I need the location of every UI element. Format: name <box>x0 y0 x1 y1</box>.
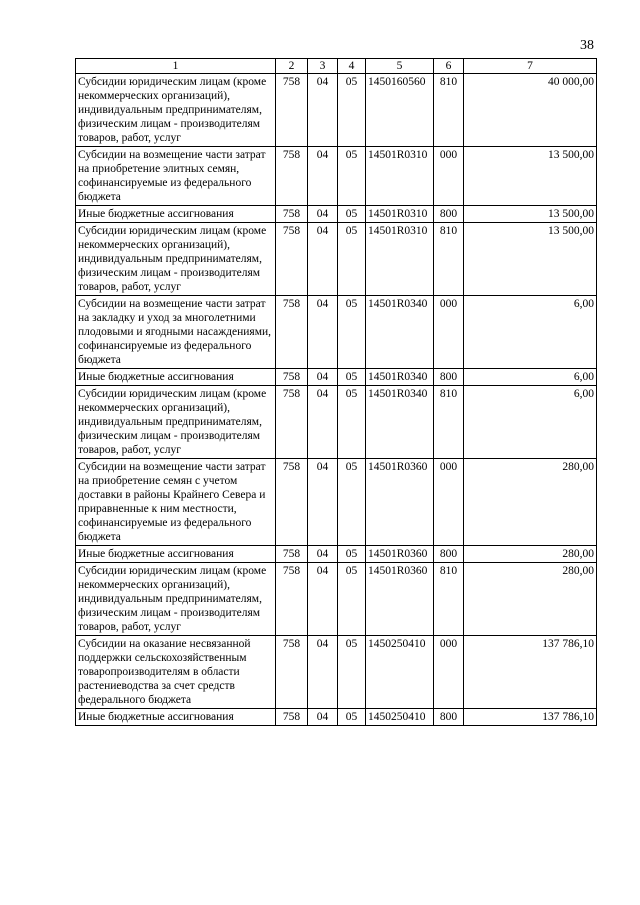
row-target-article-cell: 1450250410 <box>366 636 434 709</box>
row-expense-type-cell: 810 <box>434 74 464 147</box>
row-name-cell: Иные бюджетные ассигнования <box>76 709 276 726</box>
table-row <box>76 386 597 459</box>
header-cell: 6 <box>434 59 464 74</box>
row-target-article-cell: 14501R0310 <box>366 206 434 223</box>
row-section-cell: 04 <box>308 563 338 636</box>
table-row <box>76 147 597 206</box>
row-target-article-cell: 1450160560 <box>366 74 434 147</box>
table-row <box>76 206 597 223</box>
row-grbs-cell: 758 <box>276 223 308 296</box>
row-subsection-cell: 05 <box>338 563 366 636</box>
row-section-cell: 04 <box>308 206 338 223</box>
row-grbs-cell: 758 <box>276 709 308 726</box>
row-grbs-cell: 758 <box>276 459 308 546</box>
row-amount-cell: 13 500,00 <box>464 206 597 223</box>
page-number: 38 <box>580 38 594 53</box>
row-section-cell: 04 <box>308 459 338 546</box>
row-target-article-cell: 14501R0360 <box>366 459 434 546</box>
row-grbs-cell: 758 <box>276 206 308 223</box>
row-amount-cell: 13 500,00 <box>464 223 597 296</box>
row-subsection-cell: 05 <box>338 223 366 296</box>
table-row <box>76 636 597 709</box>
row-expense-type-cell: 000 <box>434 636 464 709</box>
row-expense-type-cell: 000 <box>434 147 464 206</box>
row-name-cell: Иные бюджетные ассигнования <box>76 546 276 563</box>
row-expense-type-cell: 800 <box>434 206 464 223</box>
row-section-cell: 04 <box>308 546 338 563</box>
row-name-cell: Субсидии юридическим лицам (кроме некоммерческих организаций), индивидуальным предпринимателям, физическим лицам - производителям товаров, работ, услуг <box>76 223 276 296</box>
table-row <box>76 296 597 369</box>
row-amount-cell: 40 000,00 <box>464 74 597 147</box>
row-name-cell: Иные бюджетные ассигнования <box>76 369 276 386</box>
row-expense-type-cell: 000 <box>434 459 464 546</box>
table-row <box>76 459 597 546</box>
table-row <box>76 74 597 147</box>
row-expense-type-cell: 000 <box>434 296 464 369</box>
row-subsection-cell: 05 <box>338 74 366 147</box>
row-section-cell: 04 <box>308 296 338 369</box>
table-row <box>76 369 597 386</box>
row-amount-cell: 137 786,10 <box>464 709 597 726</box>
row-name-cell: Субсидии юридическим лицам (кроме некоммерческих организаций), индивидуальным предпринимателям, физическим лицам - производителям товаров, работ, услуг <box>76 563 276 636</box>
row-name-cell: Субсидии на возмещение части затрат на приобретение семян с учетом доставки в районы Крайнего Севера и приравненные к ним местности, софинансируемые из федерального бюджета <box>76 459 276 546</box>
row-amount-cell: 280,00 <box>464 546 597 563</box>
table-row <box>76 546 597 563</box>
header-cell: 4 <box>338 59 366 74</box>
header-cell: 1 <box>76 59 276 74</box>
row-target-article-cell: 14501R0360 <box>366 563 434 636</box>
table-row <box>76 223 597 296</box>
row-subsection-cell: 05 <box>338 546 366 563</box>
row-grbs-cell: 758 <box>276 74 308 147</box>
row-subsection-cell: 05 <box>338 206 366 223</box>
row-subsection-cell: 05 <box>338 147 366 206</box>
row-target-article-cell: 14501R0310 <box>366 223 434 296</box>
row-amount-cell: 6,00 <box>464 386 597 459</box>
row-grbs-cell: 758 <box>276 386 308 459</box>
row-subsection-cell: 05 <box>338 296 366 369</box>
row-name-cell: Субсидии юридическим лицам (кроме некоммерческих организаций), индивидуальным предпринимателям, физическим лицам - производителям товаров, работ, услуг <box>76 74 276 147</box>
row-amount-cell: 280,00 <box>464 563 597 636</box>
row-subsection-cell: 05 <box>338 709 366 726</box>
row-section-cell: 04 <box>308 636 338 709</box>
row-section-cell: 04 <box>308 223 338 296</box>
row-subsection-cell: 05 <box>338 636 366 709</box>
row-section-cell: 04 <box>308 147 338 206</box>
row-name-cell: Иные бюджетные ассигнования <box>76 206 276 223</box>
row-target-article-cell: 1450250410 <box>366 709 434 726</box>
row-expense-type-cell: 800 <box>434 369 464 386</box>
row-section-cell: 04 <box>308 74 338 147</box>
header-cell: 3 <box>308 59 338 74</box>
table-row <box>76 709 597 726</box>
row-amount-cell: 13 500,00 <box>464 147 597 206</box>
row-target-article-cell: 14501R0340 <box>366 386 434 459</box>
row-section-cell: 04 <box>308 386 338 459</box>
row-section-cell: 04 <box>308 709 338 726</box>
row-amount-cell: 137 786,10 <box>464 636 597 709</box>
table-header-row <box>76 59 597 74</box>
row-section-cell: 04 <box>308 369 338 386</box>
row-grbs-cell: 758 <box>276 546 308 563</box>
row-amount-cell: 280,00 <box>464 459 597 546</box>
row-name-cell: Субсидии на возмещение части затрат на приобретение элитных семян, софинансируемые из федерального бюджета <box>76 147 276 206</box>
header-cell: 5 <box>366 59 434 74</box>
budget-table <box>75 58 597 726</box>
row-grbs-cell: 758 <box>276 636 308 709</box>
table-row <box>76 563 597 636</box>
row-grbs-cell: 758 <box>276 369 308 386</box>
row-grbs-cell: 758 <box>276 147 308 206</box>
row-grbs-cell: 758 <box>276 296 308 369</box>
header-cell: 7 <box>464 59 597 74</box>
row-target-article-cell: 14501R0340 <box>366 296 434 369</box>
row-subsection-cell: 05 <box>338 386 366 459</box>
row-subsection-cell: 05 <box>338 459 366 546</box>
row-expense-type-cell: 800 <box>434 709 464 726</box>
row-expense-type-cell: 810 <box>434 386 464 459</box>
row-target-article-cell: 14501R0310 <box>366 147 434 206</box>
row-grbs-cell: 758 <box>276 563 308 636</box>
row-target-article-cell: 14501R0340 <box>366 369 434 386</box>
row-name-cell: Субсидии на возмещение части затрат на закладку и уход за многолетними плодовыми и ягодными насаждениями, софинансируемые из федерального бюджета <box>76 296 276 369</box>
row-name-cell: Субсидии на оказание несвязанной поддержки сельскохозяйственным товаропроизводителям в области растениеводства за счет средств федерального бюджета <box>76 636 276 709</box>
row-expense-type-cell: 810 <box>434 223 464 296</box>
row-name-cell: Субсидии юридическим лицам (кроме некоммерческих организаций), индивидуальным предпринимателям, физическим лицам - производителям товаров, работ, услуг <box>76 386 276 459</box>
row-amount-cell: 6,00 <box>464 296 597 369</box>
header-cell: 2 <box>276 59 308 74</box>
row-target-article-cell: 14501R0360 <box>366 546 434 563</box>
row-expense-type-cell: 810 <box>434 563 464 636</box>
row-amount-cell: 6,00 <box>464 369 597 386</box>
row-subsection-cell: 05 <box>338 369 366 386</box>
row-expense-type-cell: 800 <box>434 546 464 563</box>
